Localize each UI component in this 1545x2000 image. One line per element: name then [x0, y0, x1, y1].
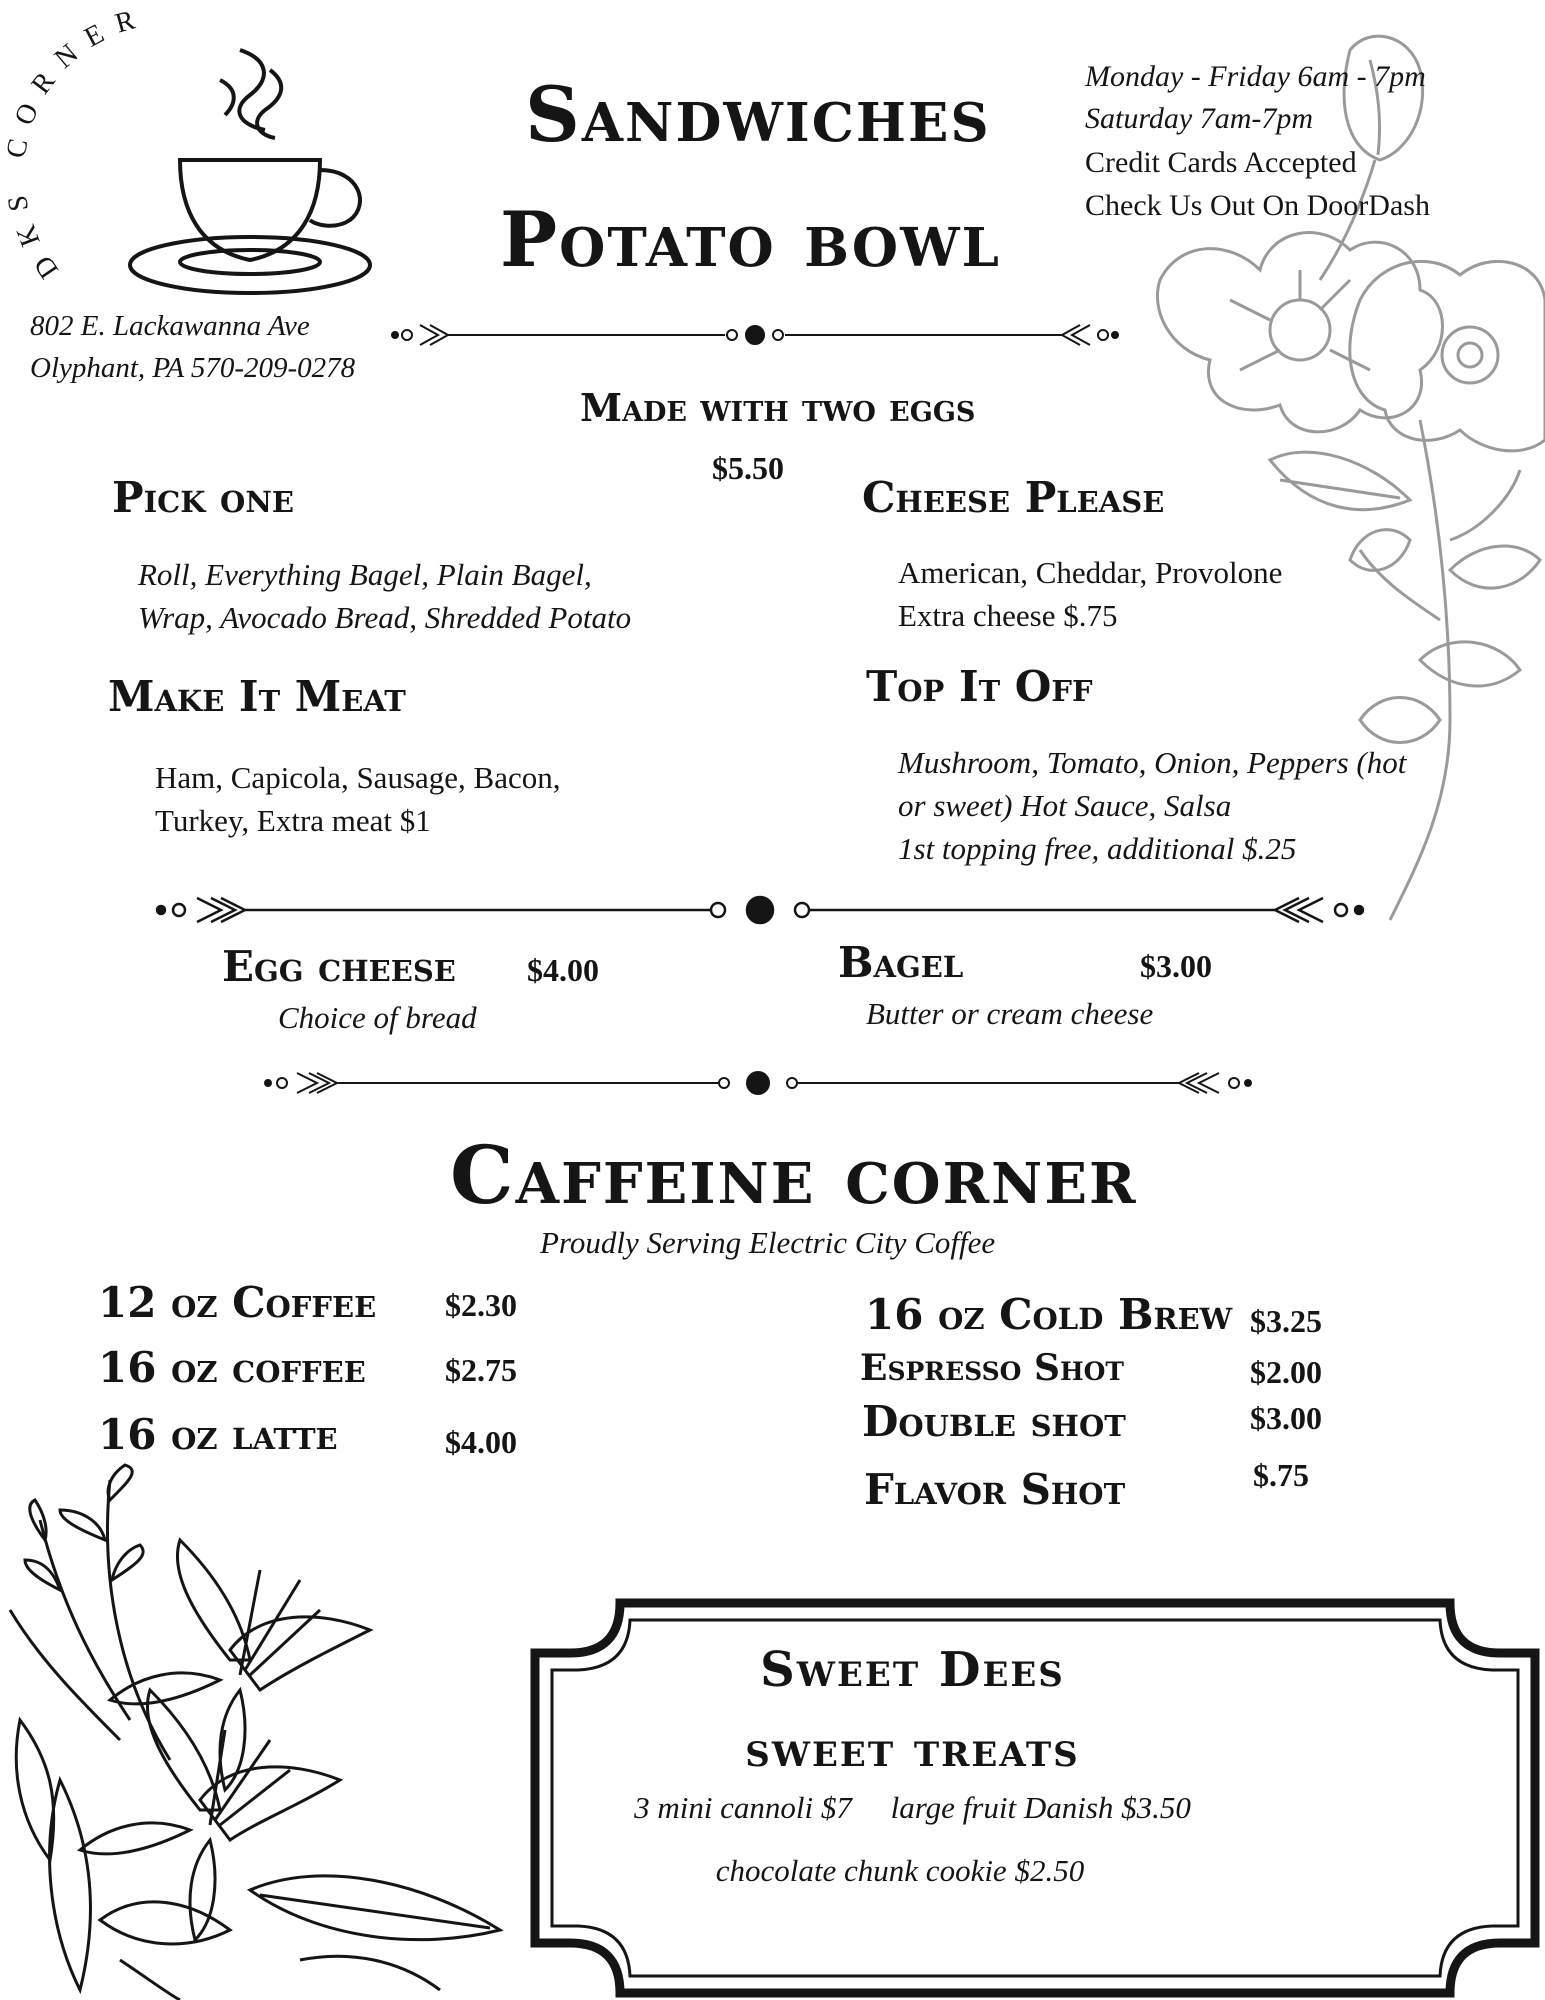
- coffee-item-name: 16 oz coffee: [98, 1343, 366, 1392]
- coffee-cup-icon: [100, 30, 390, 300]
- cheese-line-2: Extra cheese $.75: [898, 598, 1118, 633]
- ornamental-divider-icon: [263, 1068, 1253, 1098]
- coffee-item-name: Flavor Shot: [864, 1465, 1126, 1514]
- meat-line-2: Turkey, Extra meat $1: [155, 803, 431, 838]
- bagel-price: $3.00: [1140, 948, 1212, 984]
- cheese-heading: Cheese Please: [862, 473, 1165, 522]
- sweets-title-2: sweet treats: [745, 1722, 1080, 1778]
- meat-line-1: Ham, Capicola, Sausage, Bacon,: [155, 760, 561, 795]
- topping-line-2: or sweet) Hot Sauce, Salsa: [898, 788, 1232, 823]
- pick-one-line-1: Roll, Everything Bagel, Plain Bagel,: [138, 557, 592, 592]
- topping-line-3: 1st topping free, additional $.25: [898, 831, 1297, 866]
- cheese-line-1: American, Cheddar, Provolone: [898, 555, 1283, 590]
- coffee-item-price: $3.00: [1250, 1400, 1322, 1436]
- page-title-line-2: Potato bowl: [500, 195, 1001, 284]
- sweets-line-1: 3 mini cannoli $7 large fruit Danish $3.50: [634, 1790, 1191, 1825]
- coffee-item-price: $4.00: [445, 1424, 517, 1460]
- logo-text: DKS CORNER: [0, 0, 152, 285]
- coffee-item-name: Espresso Shot: [860, 1347, 1124, 1389]
- coffee-item-name: 16 oz latte: [98, 1410, 338, 1459]
- pick-one-heading: Pick one: [112, 473, 294, 522]
- sweets-line-2: chocolate chunk cookie $2.50: [715, 1853, 1085, 1888]
- bagel-name: Bagel: [838, 938, 964, 987]
- payment-info: Credit Cards Accepted: [1085, 146, 1357, 179]
- sandwich-heading: Made with two eggs: [580, 385, 976, 430]
- coffee-item-name: 12 oz Coffee: [98, 1278, 377, 1327]
- page-title-line-1: Sandwiches: [525, 70, 991, 159]
- doordash-info: Check Us Out On DoorDash: [1085, 189, 1430, 222]
- sweets-title-1: Sweet Dees: [760, 1642, 1065, 1698]
- coffee-item-price: $.75: [1253, 1457, 1309, 1493]
- caffeine-subtitle: Proudly Serving Electric City Coffee: [540, 1225, 996, 1260]
- address-line-1: 802 E. Lackawanna Ave: [30, 310, 310, 342]
- topping-heading: Top It Off: [866, 662, 1093, 711]
- address-line-2: Olyphant, PA 570-209-0278: [30, 352, 356, 384]
- sandwich-price: $5.50: [712, 450, 784, 486]
- coffee-item-price: $2.00: [1250, 1354, 1322, 1390]
- hours-weekday: Monday - Friday 6am - 7pm: [1085, 60, 1426, 93]
- coffee-item-price: $3.25: [1250, 1303, 1322, 1339]
- coffee-item-price: $2.75: [445, 1352, 517, 1388]
- ornamental-divider-icon: [390, 320, 1120, 350]
- logo: [0, 0, 380, 300]
- pick-one-line-2: Wrap, Avocado Bread, Shredded Potato: [138, 600, 632, 635]
- topping-line-1: Mushroom, Tomato, Onion, Peppers (hot: [898, 745, 1407, 780]
- caffeine-title: Caffeine corner: [450, 1128, 1138, 1222]
- coffee-item-name: 16 oz Cold Brew: [865, 1290, 1233, 1339]
- egg-cheese-price: $4.00: [527, 952, 599, 988]
- coffee-item-name: Double shot: [862, 1397, 1126, 1446]
- coffee-item-price: $2.30: [445, 1287, 517, 1323]
- egg-cheese-name: Egg cheese: [222, 942, 456, 991]
- bagel-desc: Butter or cream cheese: [866, 996, 1154, 1031]
- ornamental-divider-icon: [155, 892, 1365, 928]
- egg-cheese-desc: Choice of bread: [278, 1000, 477, 1035]
- meat-heading: Make It Meat: [108, 672, 406, 721]
- hours-saturday: Saturday 7am-7pm: [1085, 102, 1314, 135]
